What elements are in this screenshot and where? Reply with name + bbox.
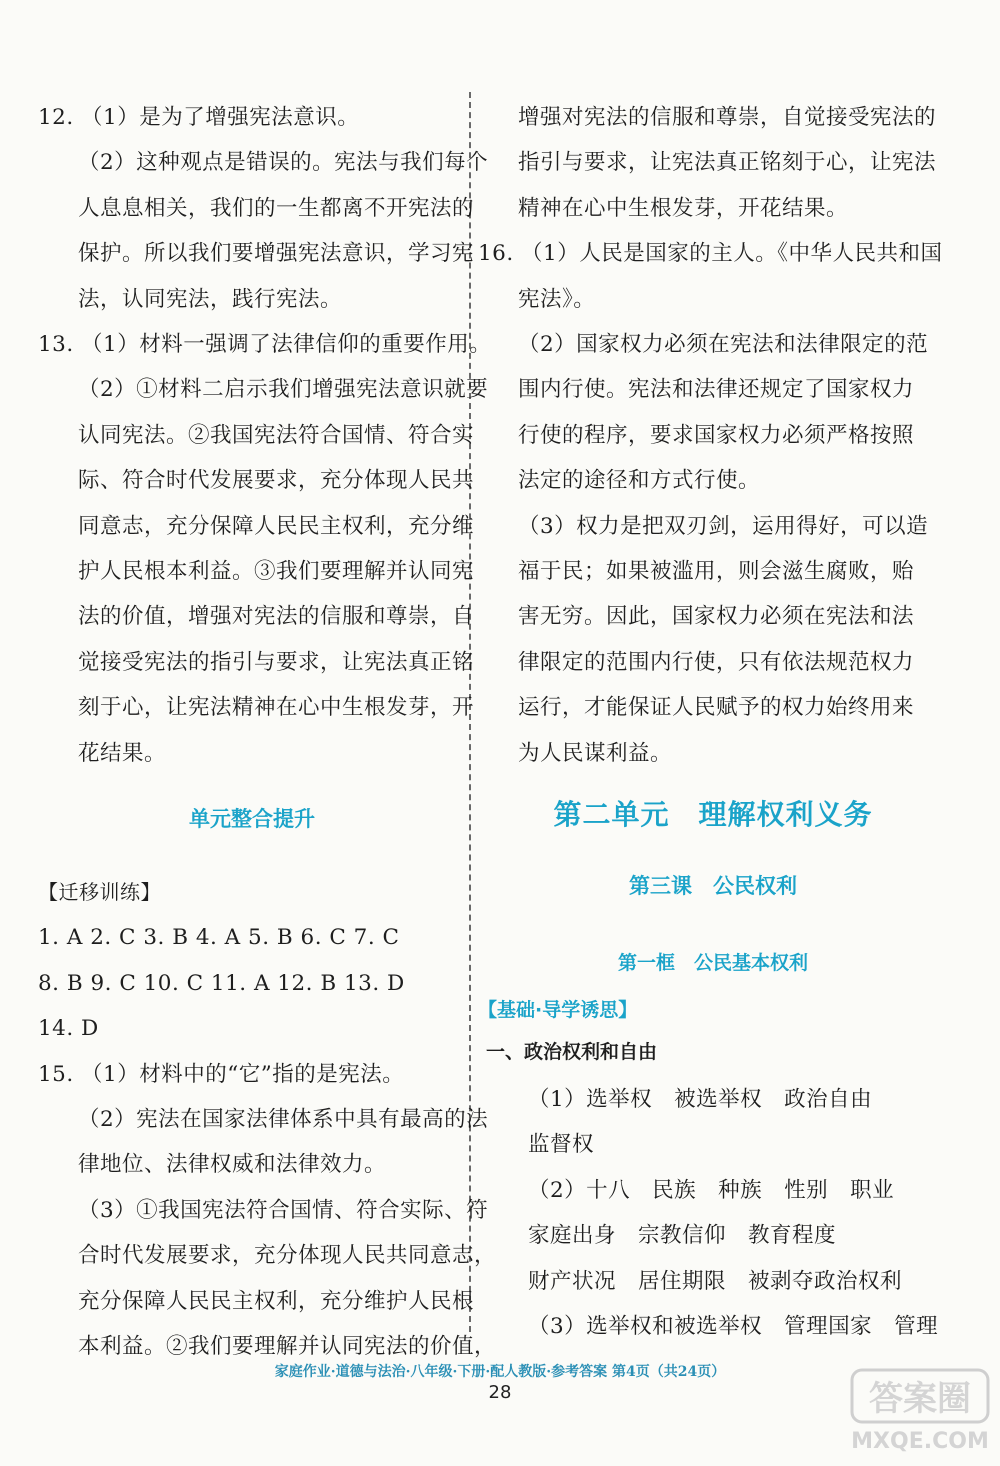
q16-line-11: 运行，才能保证人民赋予的权力始终用来	[518, 695, 915, 721]
page-number: 28	[488, 1382, 512, 1403]
q16-line-10: 律限定的范围内行使，只有依法规范权力	[518, 649, 915, 675]
q15-line-7: 本利益。②我们要理解并认同宪法的价值，	[78, 1334, 497, 1360]
q12-line-3: 人息息相关，我们的一生都离不开宪法的	[78, 195, 475, 221]
q15-line-1: 15. （1）材料中的“它”指的是宪法。	[38, 1061, 405, 1087]
answer-line-2: 8. B 9. C 10. C 11. A 12. B 13. D	[38, 970, 405, 996]
q13-line-3: 认同宪法。②我国宪法符合国情、符合实	[78, 422, 475, 448]
q16-line-9: 害无穷。因此，国家权力必须在宪法和法	[518, 604, 915, 630]
q13-line-9: 刻于心，让宪法精神在心中生根发芽，开	[78, 695, 475, 721]
q13-line-8: 觉接受宪法的指引与要求，让宪法真正铭	[78, 649, 475, 675]
unit2-heading: 第二单元 理解权利义务	[553, 798, 873, 831]
q12-line-5: 法，认同宪法，践行宪法。	[78, 286, 343, 312]
page-footer: 家庭作业·道德与法治·八年级·下册·配人教版·参考答案 第4页（共24页）	[274, 1364, 726, 1380]
q13-line-1: 13. （1）材料一强调了法律信仰的重要作用。	[38, 332, 492, 358]
watermark-url: MXQE.COM	[851, 1429, 989, 1454]
section-line-5: 财产状况 居住期限 被剥夺政治权利	[528, 1268, 903, 1294]
q13-line-2: （2）①材料二启示我们增强宪法意识就要	[78, 377, 489, 403]
q13-line-6: 护人民根本利益。③我们要理解并认同宪	[78, 559, 475, 585]
watermark-logo-text: 答案圈	[869, 1379, 971, 1419]
q16-line-8: 福于民；如果被滥用，则会滋生腐败，贻	[518, 559, 915, 585]
jichu-heading: 【基础·导学诱思】	[478, 999, 638, 1021]
q13-line-7: 法的价值，增强对宪法的信服和尊崇，自	[78, 604, 475, 630]
q15-line-2: （2）宪法在国家法律体系中具有最高的法	[78, 1107, 489, 1133]
section-line-2: 监督权	[528, 1132, 595, 1158]
transfer-block	[38, 870, 496, 1369]
unit-summary-heading: 单元整合提升	[189, 807, 315, 831]
q15-line-5: 合时代发展要求，充分体现人民共同意志，	[78, 1243, 497, 1269]
q16-line-1: 16. （1）人民是国家的主人。《中华人民共和国	[478, 241, 943, 267]
q12-line-1: 12. （1）是为了增强宪法意识。	[38, 105, 360, 130]
q15-cont-line-3: 精神在心中生根发芽，开花结果。	[518, 195, 849, 221]
q16-line-6: 法定的途径和方式行使。	[518, 468, 761, 494]
q16-line-5: 行使的程序，要求国家权力必须严格按照	[518, 422, 915, 448]
q15-cont-line-2: 指引与要求，让宪法真正铭刻于心，让宪法	[518, 150, 937, 176]
lesson-heading: 第三课 公民权利	[629, 874, 797, 898]
watermark-icon	[850, 1366, 990, 1456]
q15-line-6: 充分保障人民民主权利，充分维护人民根	[78, 1288, 475, 1314]
q16-line-3: （2）国家权力必须在宪法和法律限定的范	[518, 332, 929, 358]
section-heading: 一、政治权利和自由	[486, 1041, 658, 1063]
answer-line-3: 14. D	[38, 1016, 99, 1042]
right-column	[478, 95, 948, 1340]
frame-heading: 第一框 公民基本权利	[617, 952, 808, 974]
section-line-6: （3）选举权和被选举权 管理国家 管理	[528, 1314, 939, 1340]
section-line-4: 家庭出身 宗教信仰 教育程度	[528, 1223, 837, 1249]
watermark-logo	[850, 1366, 990, 1456]
q16-line-7: （3）权力是把双刃剑，运用得好，可以造	[518, 513, 929, 539]
section-answers	[478, 1077, 938, 1349]
q12-line-4: 保护。所以我们要增强宪法意识，学习宪	[78, 241, 475, 267]
left-column	[38, 95, 497, 1360]
q13-line-4: 际、符合时代发展要求，充分体现人民共	[78, 468, 475, 494]
q15-line-4: （3）①我国宪法符合国情、符合实际、符	[78, 1197, 489, 1223]
transfer-title: 【迁移训练】	[38, 880, 161, 904]
q16-line-2: 宪法》。	[518, 286, 596, 312]
section-line-3: （2）十八 民族 种族 性别 职业	[528, 1177, 895, 1203]
q13-line-10: 花结果。	[78, 740, 167, 766]
q16-line-4: 围内行使。宪法和法律还规定了国家权力	[518, 377, 915, 403]
q12-line-2: （2）这种观点是错误的。宪法与我们每个	[78, 150, 489, 176]
answer-line-1: 1. A 2. C 3. B 4. A 5. B 6. C 7. C	[38, 925, 400, 951]
q15-cont-line-1: 增强对宪法的信服和尊崇，自觉接受宪法的	[518, 105, 937, 130]
q15-line-3: 律地位、法律权威和法律效力。	[78, 1152, 387, 1178]
q16-line-12: 为人民谋利益。	[518, 740, 673, 766]
section-line-1: （1）选举权 被选举权 政治自由	[528, 1087, 873, 1112]
q13-line-5: 同意志，充分保障人民民主权利，充分维	[78, 513, 475, 539]
